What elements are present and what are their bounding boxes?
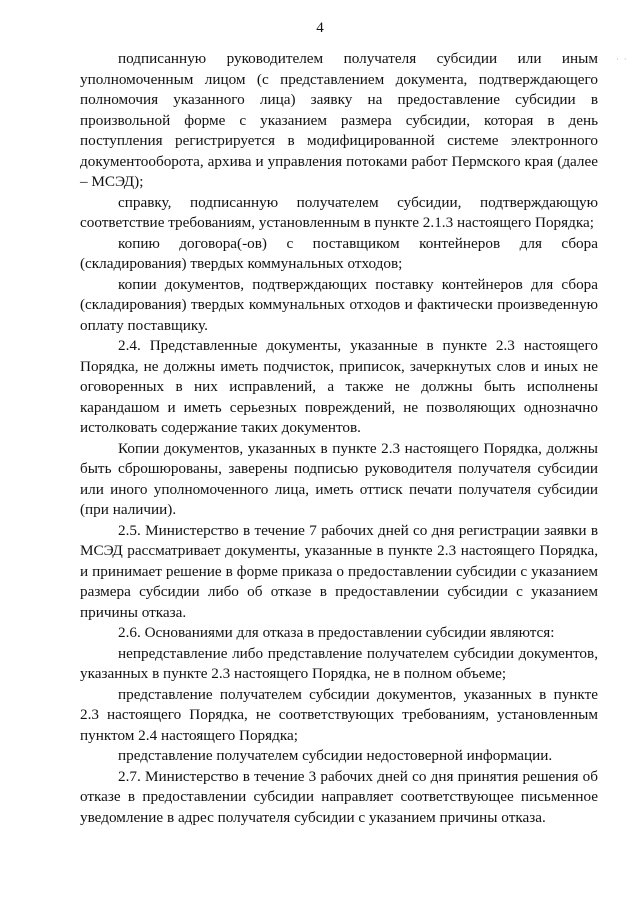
paragraph-refusal-reason-1: непредставление либо представление получателем субсидии документов, указанных в пункте 2.3 настоящего Порядка, не в полном объеме;: [80, 644, 598, 682]
paragraph-refusal-reason-2: представление получателем субсидии документов, указанных в пункте 2.3 настоящего Порядка, не соответствующих требованиям, установленным пунктом 2.4 настоящего Порядка;: [80, 685, 598, 744]
paragraph-certificate: справку, подписанную получателем субсидии, подтверждающую соответствие требованиям, установленным в пункте 2.1.3 настоящего Порядка;: [80, 193, 598, 231]
paragraph-clause-2-4: 2.4. Представленные документы, указанные в пункте 2.3 настоящего Порядка, не должны иметь подчисток, приписок, зачеркнутых слов и иных не оговоренных в них исправлений, а также не должны быть исполнены карандашом и иметь серьезных повреждений, не позволяющих однозначно истолковать содержание таких документов.: [80, 337, 598, 436]
page-number: 4: [316, 20, 324, 36]
document-body: [80, 49, 598, 828]
paragraph-clause-2-6: 2.6. Основаниями для отказа в предоставлении субсидии являются:: [118, 624, 555, 641]
paragraph-delivery-documents: копии документов, подтверждающих поставку контейнеров для сбора (складирования) твердых коммунальных отходов и фактически произведенную оплату поставщику.: [80, 275, 598, 334]
paragraph-refusal-reason-3: представление получателем субсидии недостоверной информации.: [118, 747, 553, 764]
paragraph-clause-2-7: 2.7. Министерство в течение 3 рабочих дней со дня принятия решения об отказе в предоставлении субсидии направляет соответствующее письменное уведомление в адрес получателя субсидии с указанием причины отказа.: [80, 767, 598, 826]
scan-artifact-mark: · ·: [616, 55, 628, 65]
paragraph-clause-2-5: 2.5. Министерство в течение 7 рабочих дней со дня регистрации заявки в МСЭД рассматривает документы, указанные в пункте 2.3 настоящего Порядка, и принимает решение в форме приказа о предоставлении субсидии с указанием размера субсидии либо об отказе в предоставлении субсидии с указанием причины отказа.: [80, 521, 598, 621]
paragraph-copies-binding: Копии документов, указанных в пункте 2.3 настоящего Порядка, должны быть сброшюрованы, заверены подписью руководителя получателя субсидии или иного уполномоченного лица, иметь оттиск печати получателя субсидии (при наличии).: [80, 439, 598, 518]
paragraph-contract-copy: копию договора(-ов) с поставщиком контейнеров для сбора (складирования) твердых коммунальных отходов;: [80, 234, 598, 272]
paragraph-application: подписанную руководителем получателя субсидии или иным уполномоченным лицом (с представлением документа, подтверждающего полномочия указанного лица) заявку на предоставление субсидии в произвольной форме с указанием размера субсидии, которая в день поступления регистрируется в модифицированной системе электронного документооборота, архива и управления потоками работ Пермского края (далее – МСЭД);: [80, 50, 598, 190]
